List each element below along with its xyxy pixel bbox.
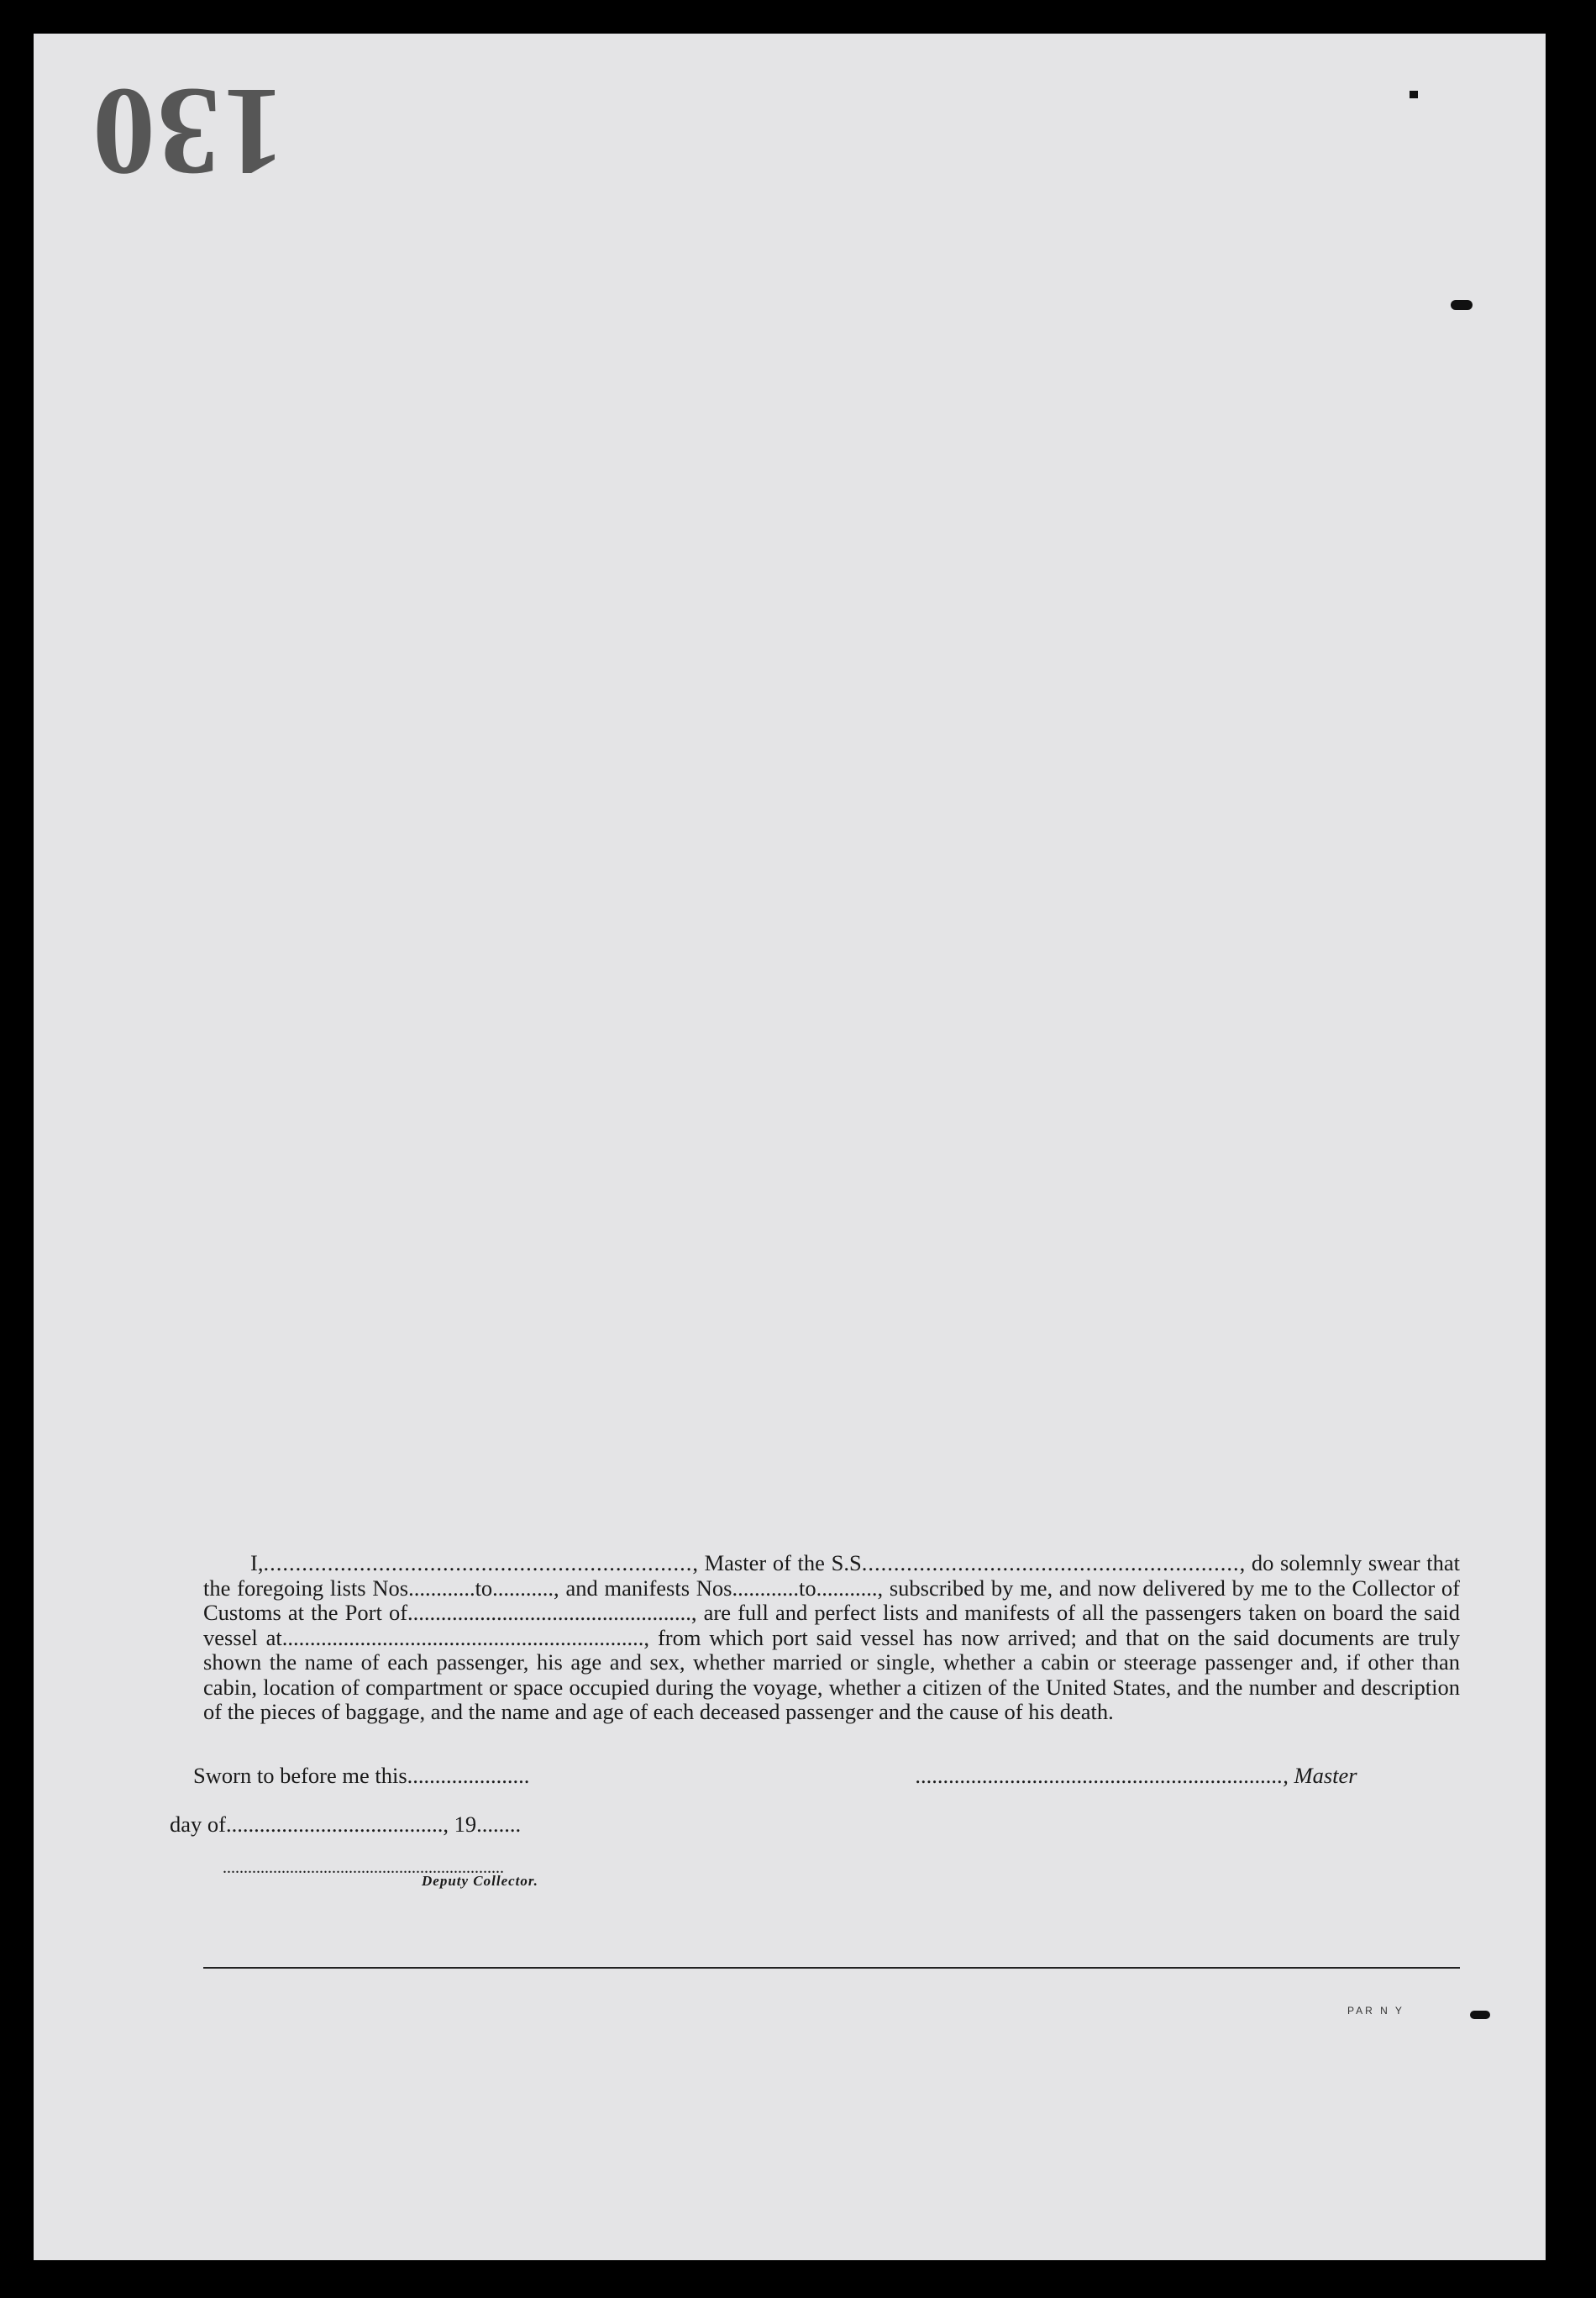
page-number-stamp: 130 <box>91 62 285 202</box>
do-solemnly: , do solemnly <box>1239 1550 1362 1575</box>
name-blank: ................................................................... <box>263 1550 693 1575</box>
oath-paragraph <box>203 1551 1460 1725</box>
ship-name-blank: ........................................................... <box>861 1550 1240 1575</box>
deputy-signature-line: ................................................................... <box>223 1859 504 1877</box>
scan-mark <box>1410 91 1418 98</box>
bottom-rule <box>203 1967 1460 1969</box>
document-page <box>34 34 1546 2260</box>
master-of-ss: , Master of the S.S <box>692 1550 862 1575</box>
scan-mark <box>1451 300 1473 310</box>
oath-body: swear that the foregoing lists Nos............to..........., and manifests Nos............to..........., subscribed by me, and now delivered by me to the Collector of Customs at the Port of..................................................., are full and perfect lists and manifests of all the passengers taken on board the said vessel at................................................................., from which port said vessel has now arrived; and that on the said documents are truly shown the name of each passenger, his age and sex, whether married or single, whether a cabin or steerage passenger and, if other than cabin, location of compartment or space occupied during the voyage, whether a citizen of the United States, and the number and description of the pieces of baggage, and the name and age of each deceased passenger and the cause of his death. <box>203 1550 1460 1724</box>
scan-mark <box>1470 2011 1490 2019</box>
day-of-line: day of......................................., 19........ <box>170 1812 522 1837</box>
sworn-line: Sworn to before me this...................... <box>193 1763 530 1788</box>
oath-line1-start: I, <box>250 1550 264 1575</box>
master-signature-line <box>916 1763 1357 1789</box>
deputy-collector-caption: Deputy Collector. <box>422 1873 538 1889</box>
master-dots: .................................................................., Master <box>916 1763 1357 1788</box>
printer-mark: PAR N Y <box>1347 2005 1404 2017</box>
